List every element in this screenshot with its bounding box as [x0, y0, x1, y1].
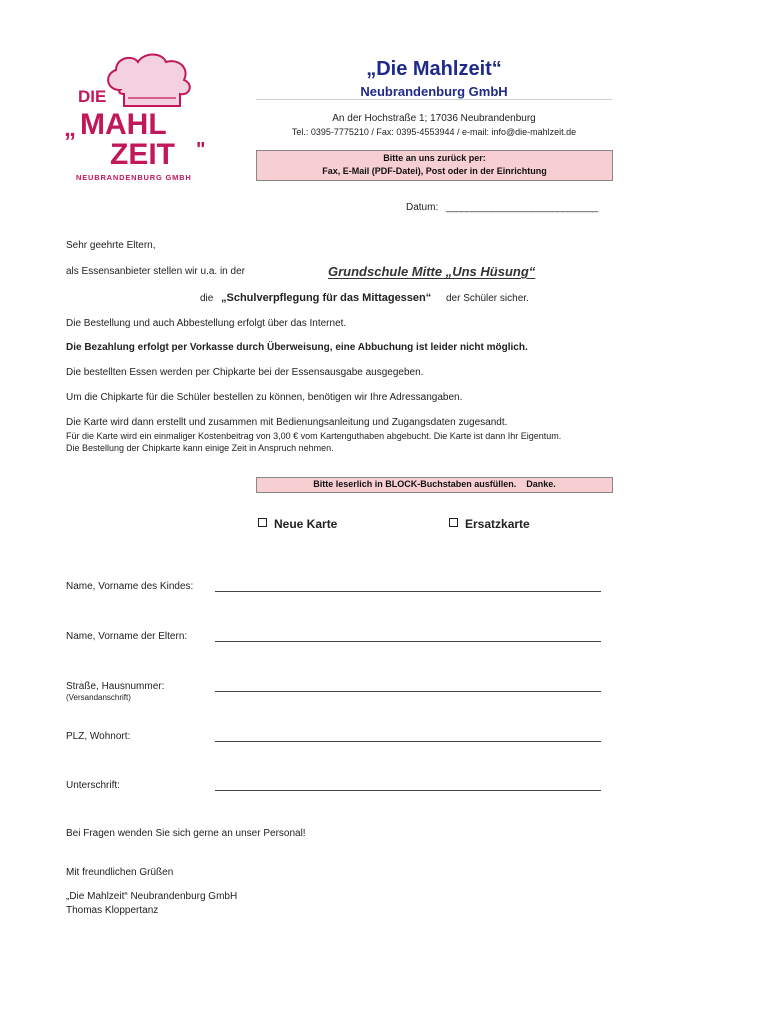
- logo-main-word-1: MAHL: [80, 108, 167, 141]
- field-line-signature[interactable]: [215, 790, 601, 791]
- logo-bottom-text: NEUBRANDENBURG GMBH: [76, 173, 192, 182]
- closing-company: „Die Mahlzeit“ Neubrandenburg GmbH: [66, 891, 238, 902]
- date-label: Datum:: [406, 202, 439, 213]
- field-line-child-name[interactable]: [215, 591, 601, 592]
- field-label-parent-name: Name, Vorname der Eltern:: [66, 631, 188, 642]
- field-label-street: Straße, Hausnummer:: [66, 681, 165, 692]
- regards: Mit freundlichen Grüßen: [66, 867, 174, 878]
- intro-die: die: [200, 293, 214, 304]
- paragraph-address: Um die Chipkarte für die Schüler bestellen zu können, benötigen wir Ihre Adressangaben.: [66, 392, 463, 403]
- option-replacement-card-label: Ersatzkarte: [465, 517, 530, 531]
- intro-right: der Schüler sicher.: [446, 293, 529, 304]
- field-note-shipping-address: (Versandanschrift): [66, 693, 131, 702]
- logo-open-quote: „: [64, 115, 76, 142]
- field-label-signature: Unterschrift:: [66, 780, 120, 791]
- logo-top-word: DIE: [78, 87, 107, 106]
- paragraph-card-fee: Für die Karte wird ein einmaliger Kostenbeitrag von 3,00 € vom Kartenguthaben abgebucht. Die Karte ist dann Ihr Eigentum.: [66, 431, 562, 441]
- school-name: Grundschule Mitte „Uns Hüsung“: [328, 264, 536, 279]
- company-subtitle: Neubrandenburg GmbH: [360, 84, 508, 99]
- company-logo: [62, 50, 222, 185]
- paragraph-card-sent: Die Karte wird dann erstellt und zusammen mit Bedienungsanleitung und Zugangsdaten zugesandt.: [66, 417, 508, 428]
- block-letters-notice: [256, 477, 613, 493]
- field-label-child-name: Name, Vorname des Kindes:: [66, 581, 194, 592]
- return-line-2: Fax, E-Mail (PDF-Datei), Post oder in der Einrichtung: [322, 166, 547, 176]
- field-label-city: PLZ, Wohnort:: [66, 731, 131, 742]
- field-line-parent-name[interactable]: [215, 641, 601, 642]
- closing-signer: Thomas Kloppertanz: [66, 905, 159, 916]
- header-divider: [256, 99, 612, 100]
- paragraph-chipcard: Die bestellten Essen werden per Chipkarte bei der Essensausgabe ausgegeben.: [66, 367, 424, 378]
- checkbox-new-card[interactable]: [258, 518, 267, 527]
- logo-main-word-2: ZEIT: [110, 138, 175, 171]
- greeting: Sehr geehrte Eltern,: [66, 240, 156, 251]
- option-replacement-card[interactable]: [449, 517, 530, 531]
- page-title: „Die Mahlzeit“: [366, 58, 502, 80]
- questions-note: Bei Fragen wenden Sie sich gerne an unser Personal!: [66, 828, 306, 839]
- company-contact: Tel.: 0395-7775210 / Fax: 0395-4553944 / e-mail: info@die-mahlzeit.de: [291, 127, 577, 137]
- company-address: An der Hochstraße 1; 17036 Neubrandenburg: [332, 113, 536, 124]
- program-name: „Schulverpflegung für das Mittagessen“: [221, 292, 432, 304]
- return-line-1: Bitte an uns zurück per:: [383, 153, 486, 163]
- field-line-street[interactable]: [215, 691, 601, 692]
- option-new-card[interactable]: [258, 517, 337, 531]
- return-instructions-box: [256, 150, 613, 181]
- paragraph-payment: Die Bezahlung erfolgt per Vorkasse durch Überweisung, eine Abbuchung ist leider nicht möglich.: [66, 342, 528, 353]
- paragraph-card-time: Die Bestellung der Chipkarte kann einige Zeit in Anspruch nehmen.: [66, 443, 334, 453]
- date-field[interactable]: ______________________________: [446, 202, 598, 213]
- logo-close-quote: ": [196, 139, 206, 161]
- intro-left: als Essensanbieter stellen wir u.a. in der: [66, 266, 245, 277]
- option-new-card-label: Neue Karte: [274, 517, 338, 531]
- checkbox-replacement-card[interactable]: [449, 518, 458, 527]
- block-letters-text: Bitte leserlich in BLOCK-Buchstaben ausfüllen. Danke.: [313, 479, 556, 489]
- field-line-city[interactable]: [215, 741, 601, 742]
- paragraph-ordering: Die Bestellung und auch Abbestellung erfolgt über das Internet.: [66, 318, 347, 329]
